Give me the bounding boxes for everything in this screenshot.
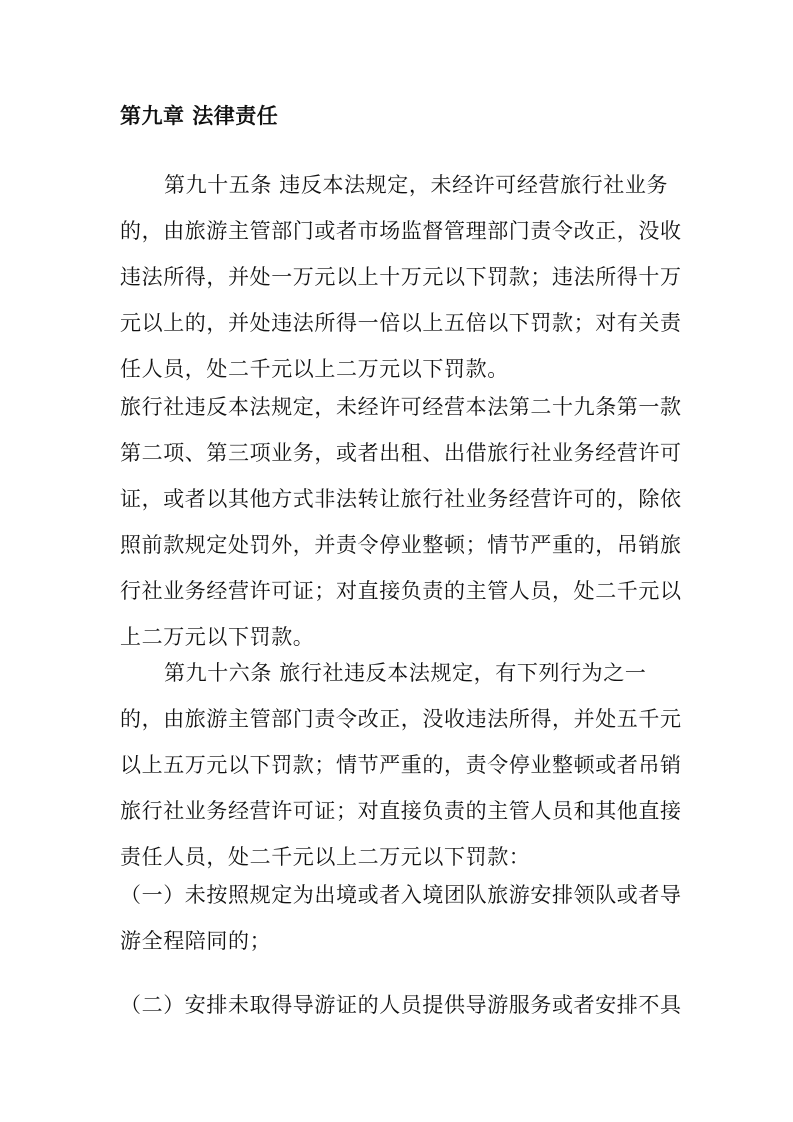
text-line: 第九十五条 违反本法规定，未经许可经营旅行社业务 [164, 173, 669, 197]
item-2-paragraph [120, 982, 680, 1028]
article-95-paragraph [120, 162, 680, 392]
text-line: 行社业务经营许可证；对直接负责的主管人员，处二千元以 [120, 579, 682, 603]
text-line: 的，由旅游主管部门责令改正，没收违法所得，并处五千元 [120, 707, 682, 731]
text-line: 任人员，处二千元以上二万元以下罚款。 [120, 357, 509, 381]
text-line: 责任人员，处二千元以上二万元以下罚款： [120, 845, 531, 869]
article-95-second-paragraph [120, 384, 680, 660]
text-line: 第二项、第三项业务，或者出租、出借旅行社业务经营许可 [120, 441, 682, 465]
text-line: 旅行社违反本法规定，未经许可经营本法第二十九条第一款 [120, 395, 682, 419]
item-1-paragraph [120, 872, 680, 964]
text-line: 元以上的，并处违法所得一倍以上五倍以下罚款；对有关责 [120, 311, 682, 335]
text-line: （二）安排未取得导游证的人员提供导游服务或者安排不具 [120, 993, 682, 1017]
text-line: 游全程陪同的； [120, 929, 272, 953]
text-line: 违法所得，并处一万元以上十万元以下罚款；违法所得十万 [120, 265, 682, 289]
text-line: 以上五万元以下罚款；情节严重的，责令停业整顿或者吊销 [120, 753, 682, 777]
chapter-title: 第九章 法律责任 [120, 104, 279, 128]
text-line: 第九十六条 旅行社违反本法规定，有下列行为之一 [164, 661, 647, 685]
article-96-paragraph [120, 650, 680, 880]
text-line: 旅行社业务经营许可证；对直接负责的主管人员和其他直接 [120, 799, 682, 823]
text-line: （一）未按照规定为出境或者入境团队旅游安排领队或者导 [120, 883, 682, 907]
text-line: 证，或者以其他方式非法转让旅行社业务经营许可的，除依 [120, 487, 682, 511]
text-line: 照前款规定处罚外，并责令停业整顿；情节严重的，吊销旅 [120, 533, 682, 557]
text-line: 的，由旅游主管部门或者市场监督管理部门责令改正，没收 [120, 219, 682, 243]
text-line: 上二万元以下罚款。 [120, 625, 315, 649]
